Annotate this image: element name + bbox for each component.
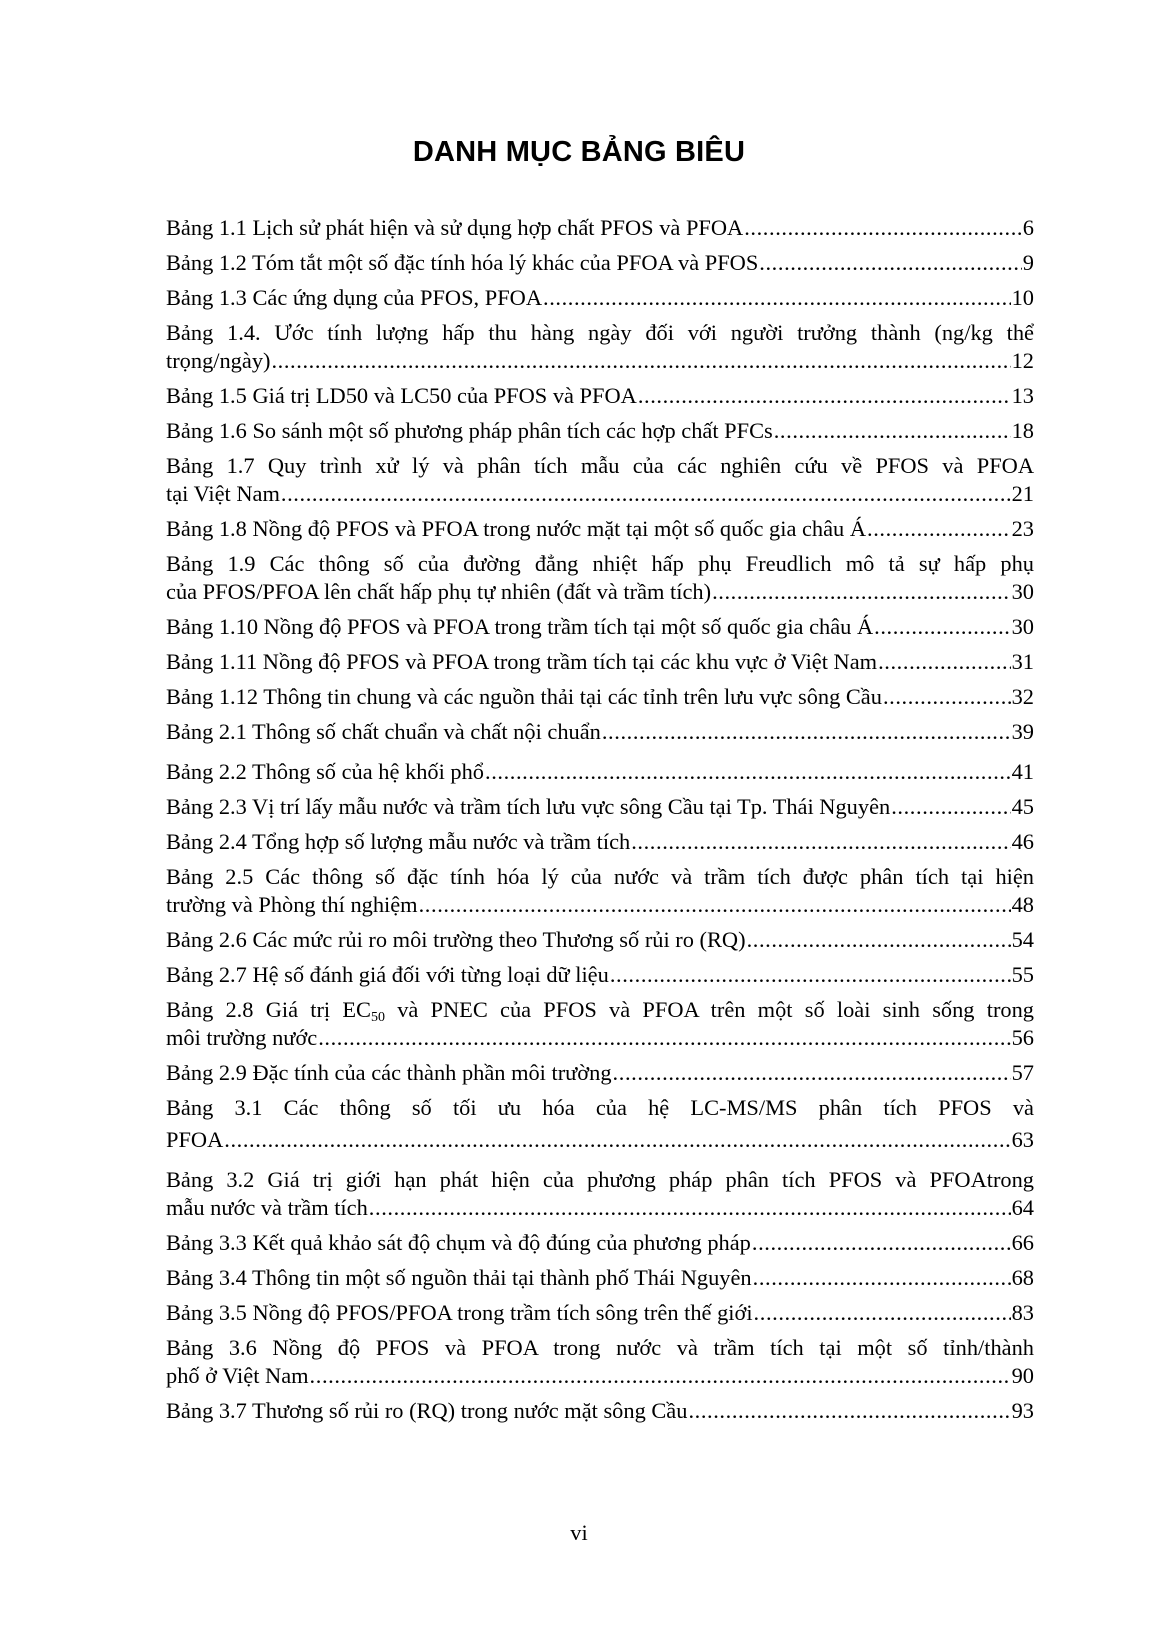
- toc-entry[interactable]: [166, 613, 1034, 641]
- toc-entry[interactable]: [166, 214, 1034, 242]
- table-list: [166, 214, 1034, 1432]
- toc-entry[interactable]: [166, 1094, 1034, 1154]
- dot-leader: [752, 1229, 1011, 1257]
- toc-entry[interactable]: [166, 758, 1034, 786]
- toc-entry[interactable]: [166, 648, 1034, 676]
- entry-page: 30: [1011, 579, 1034, 604]
- entry-page: 63: [1011, 1127, 1034, 1152]
- entry-title: Bảng 3.1 Các thông số tối ưu hóa của hệ LC-MS/MS phân tích PFOS và: [166, 1095, 1034, 1120]
- toc-entry[interactable]: [166, 961, 1034, 989]
- dot-leader: [369, 1194, 1011, 1222]
- dot-leader: [747, 926, 1011, 954]
- entry-page: 90: [1011, 1363, 1034, 1388]
- entry-title: Bảng 2.3 Vị trí lấy mẫu nước và trầm tích lưu vực sông Cầu tại Tp. Thái Nguyên: [166, 794, 891, 819]
- entry-page: 45: [1011, 794, 1034, 819]
- dot-leader: [891, 793, 1010, 821]
- entry-title: Bảng 1.7 Quy trình xử lý và phân tích mẫu của các nghiên cứu về PFOS và PFOA: [166, 453, 1034, 478]
- dot-leader: [774, 417, 1011, 445]
- entry-title: Bảng 1.12 Thông tin chung và các nguồn thải tại các tỉnh trên lưu vực sông Cầu: [166, 684, 882, 709]
- page-title: DANH MỤC BẢNG BIÊU: [412, 136, 746, 168]
- entry-title: Bảng 1.9 Các thông số của đường đẳng nhiệt hấp phụ Freudlich mô tả sự hấp phụ: [166, 551, 1034, 576]
- dot-leader: [602, 718, 1011, 746]
- dot-leader: [613, 1059, 1011, 1087]
- entry-title: Bảng 2.9 Đặc tính của các thành phần môi trường: [166, 1060, 612, 1085]
- entry-page: 55: [1011, 962, 1034, 987]
- dot-leader: [281, 480, 1011, 508]
- entry-page: 32: [1011, 684, 1034, 709]
- entry-title: Bảng 2.1 Thông số chất chuẩn và chất nội chuẩn: [166, 719, 601, 744]
- entry-title-cont: tại Việt Nam: [166, 481, 280, 506]
- toc-entry[interactable]: [166, 452, 1034, 508]
- toc-entry[interactable]: [166, 1334, 1034, 1390]
- dot-leader: [867, 515, 1011, 543]
- toc-entry[interactable]: [166, 417, 1034, 445]
- dot-leader: [874, 613, 1010, 641]
- entry-page: 21: [1011, 481, 1034, 506]
- entry-title-cont: mẫu nước và trầm tích: [166, 1195, 368, 1220]
- entry-page: 56: [1011, 1025, 1034, 1050]
- entry-title: Bảng 3.7 Thương số rủi ro (RQ) trong nước mặt sông Cầu: [166, 1398, 688, 1423]
- entry-page: 68: [1011, 1265, 1034, 1290]
- dot-leader: [271, 347, 1010, 375]
- toc-entry[interactable]: [166, 863, 1034, 919]
- entry-title: Bảng 1.4. Ước tính lượng hấp thu hàng ngày đối với người trưởng thành (ng/kg thể: [166, 320, 1034, 345]
- entry-title: Bảng 1.5 Giá trị LD50 và LC50 của PFOS và PFOA: [166, 383, 637, 408]
- entry-title: Bảng 3.2 Giá trị giới hạn phát hiện của phương pháp phân tích PFOS và PFOAtrong: [166, 1167, 1034, 1192]
- entry-title: Bảng 2.6 Các mức rủi ro môi trường theo Thương số rủi ro (RQ): [166, 927, 746, 952]
- entry-title: Bảng 1.8 Nồng độ PFOS và PFOA trong nước mặt tại một số quốc gia châu Á: [166, 516, 867, 541]
- entry-title: Bảng 1.3 Các ứng dụng của PFOS, PFOA: [166, 285, 542, 310]
- entry-title: Bảng 2.5 Các thông số đặc tính hóa lý của nước và trầm tích được phân tích tại hiện: [166, 864, 1034, 889]
- toc-entry[interactable]: [166, 515, 1034, 543]
- toc-entry[interactable]: [166, 718, 1034, 746]
- toc-entry[interactable]: [166, 1166, 1034, 1222]
- entry-title: Bảng 3.3 Kết quả khảo sát độ chụm và độ đúng của phương pháp: [166, 1230, 751, 1255]
- dot-leader: [753, 1264, 1011, 1292]
- toc-entry[interactable]: [166, 1299, 1034, 1327]
- entry-title: Bảng 3.4 Thông tin một số nguồn thải tại thành phố Thái Nguyên: [166, 1265, 752, 1290]
- toc-entry[interactable]: [166, 1264, 1034, 1292]
- entry-title-cont: trọng/ngày): [166, 348, 271, 373]
- dot-leader: [688, 1397, 1010, 1425]
- dot-leader: [543, 284, 1011, 312]
- entry-title-cont: môi trường nước: [166, 1025, 318, 1050]
- dot-leader: [883, 683, 1011, 711]
- entry-page: 83: [1011, 1300, 1034, 1325]
- entry-title: Bảng 2.2 Thông số của hệ khối phổ: [166, 759, 484, 784]
- entry-title: Bảng 2.7 Hệ số đánh giá đối với từng loại dữ liệu: [166, 962, 609, 987]
- entry-page: 39: [1011, 719, 1034, 744]
- dot-leader: [318, 1024, 1010, 1052]
- page-number: vi: [570, 1520, 588, 1545]
- entry-title-part: và PNEC của PFOS và PFOA trên một số loài sinh sống trong: [384, 997, 1034, 1022]
- dot-leader: [224, 1126, 1010, 1154]
- entry-title-cont: phố ở Việt Nam: [166, 1363, 309, 1388]
- entry-title-cont: của PFOS/PFOA lên chất hấp phụ tự nhiên (đất và trầm tích): [166, 579, 712, 604]
- entry-title: Bảng 1.11 Nồng độ PFOS và PFOA trong trầm tích tại các khu vực ở Việt Nam: [166, 649, 878, 674]
- dot-leader: [485, 758, 1011, 786]
- entry-title: Bảng 1.1 Lịch sử phát hiện và sử dụng hợp chất PFOS và PFOA: [166, 215, 744, 240]
- entry-title: Bảng 2.4 Tổng hợp số lượng mẫu nước và trầm tích: [166, 829, 631, 854]
- toc-entry[interactable]: [166, 683, 1034, 711]
- entry-page: 13: [1011, 383, 1034, 408]
- entry-title: Bảng 3.6 Nồng độ PFOS và PFOA trong nước và trầm tích tại một số tỉnh/thành: [166, 1335, 1034, 1360]
- entry-title-cont: PFOA: [166, 1127, 224, 1152]
- toc-entry[interactable]: [166, 319, 1034, 375]
- dot-leader: [712, 578, 1011, 606]
- dot-leader: [310, 1362, 1011, 1390]
- toc-entry[interactable]: [166, 382, 1034, 410]
- entry-page: 18: [1011, 418, 1034, 443]
- toc-entry[interactable]: [166, 1229, 1034, 1257]
- subscript: 50: [370, 1010, 385, 1025]
- entry-title: Bảng 1.2 Tóm tắt một số đặc tính hóa lý khác của PFOA và PFOS: [166, 250, 759, 275]
- entry-page: 57: [1011, 1060, 1034, 1085]
- toc-entry[interactable]: [166, 550, 1034, 606]
- toc-entry[interactable]: [166, 828, 1034, 856]
- toc-entry[interactable]: [166, 284, 1034, 312]
- dot-leader: [759, 249, 1022, 277]
- dot-leader: [610, 961, 1011, 989]
- dot-leader: [638, 382, 1011, 410]
- toc-entry[interactable]: [166, 249, 1034, 277]
- entry-page: 41: [1011, 759, 1034, 784]
- dot-leader: [744, 214, 1022, 242]
- entry-page: 31: [1011, 649, 1034, 674]
- entry-page: 10: [1011, 285, 1034, 310]
- entry-title: Bảng 1.6 So sánh một số phương pháp phân tích các hợp chất PFCs: [166, 418, 773, 443]
- entry-page: 12: [1011, 348, 1034, 373]
- entry-title-cont: trường và Phòng thí nghiệm: [166, 892, 418, 917]
- dot-leader: [631, 828, 1010, 856]
- entry-title: [166, 996, 1034, 1024]
- entry-page: 46: [1011, 829, 1034, 854]
- dot-leader: [754, 1299, 1011, 1327]
- toc-entry[interactable]: [166, 793, 1034, 821]
- entry-page: 93: [1011, 1398, 1034, 1423]
- dot-leader: [878, 648, 1011, 676]
- entry-page: 66: [1011, 1230, 1034, 1255]
- toc-entry[interactable]: [166, 926, 1034, 954]
- entry-page: 23: [1011, 516, 1034, 541]
- entry-page: 30: [1011, 614, 1034, 639]
- entry-title: Bảng 3.5 Nồng độ PFOS/PFOA trong trầm tích sông trên thế giới: [166, 1300, 753, 1325]
- toc-entry[interactable]: [166, 1059, 1034, 1087]
- entry-page: 64: [1011, 1195, 1034, 1220]
- entry-page: 6: [1022, 215, 1034, 240]
- entry-page: 54: [1011, 927, 1034, 952]
- dot-leader: [419, 891, 1011, 919]
- entry-title: Bảng 1.10 Nồng độ PFOS và PFOA trong trầm tích tại một số quốc gia châu Á: [166, 614, 874, 639]
- entry-page: 48: [1011, 892, 1034, 917]
- toc-entry[interactable]: [166, 996, 1034, 1052]
- toc-entry[interactable]: [166, 1397, 1034, 1425]
- entry-title-part: Bảng 2.8 Giá trị EC: [166, 997, 371, 1022]
- entry-page: 9: [1022, 250, 1034, 275]
